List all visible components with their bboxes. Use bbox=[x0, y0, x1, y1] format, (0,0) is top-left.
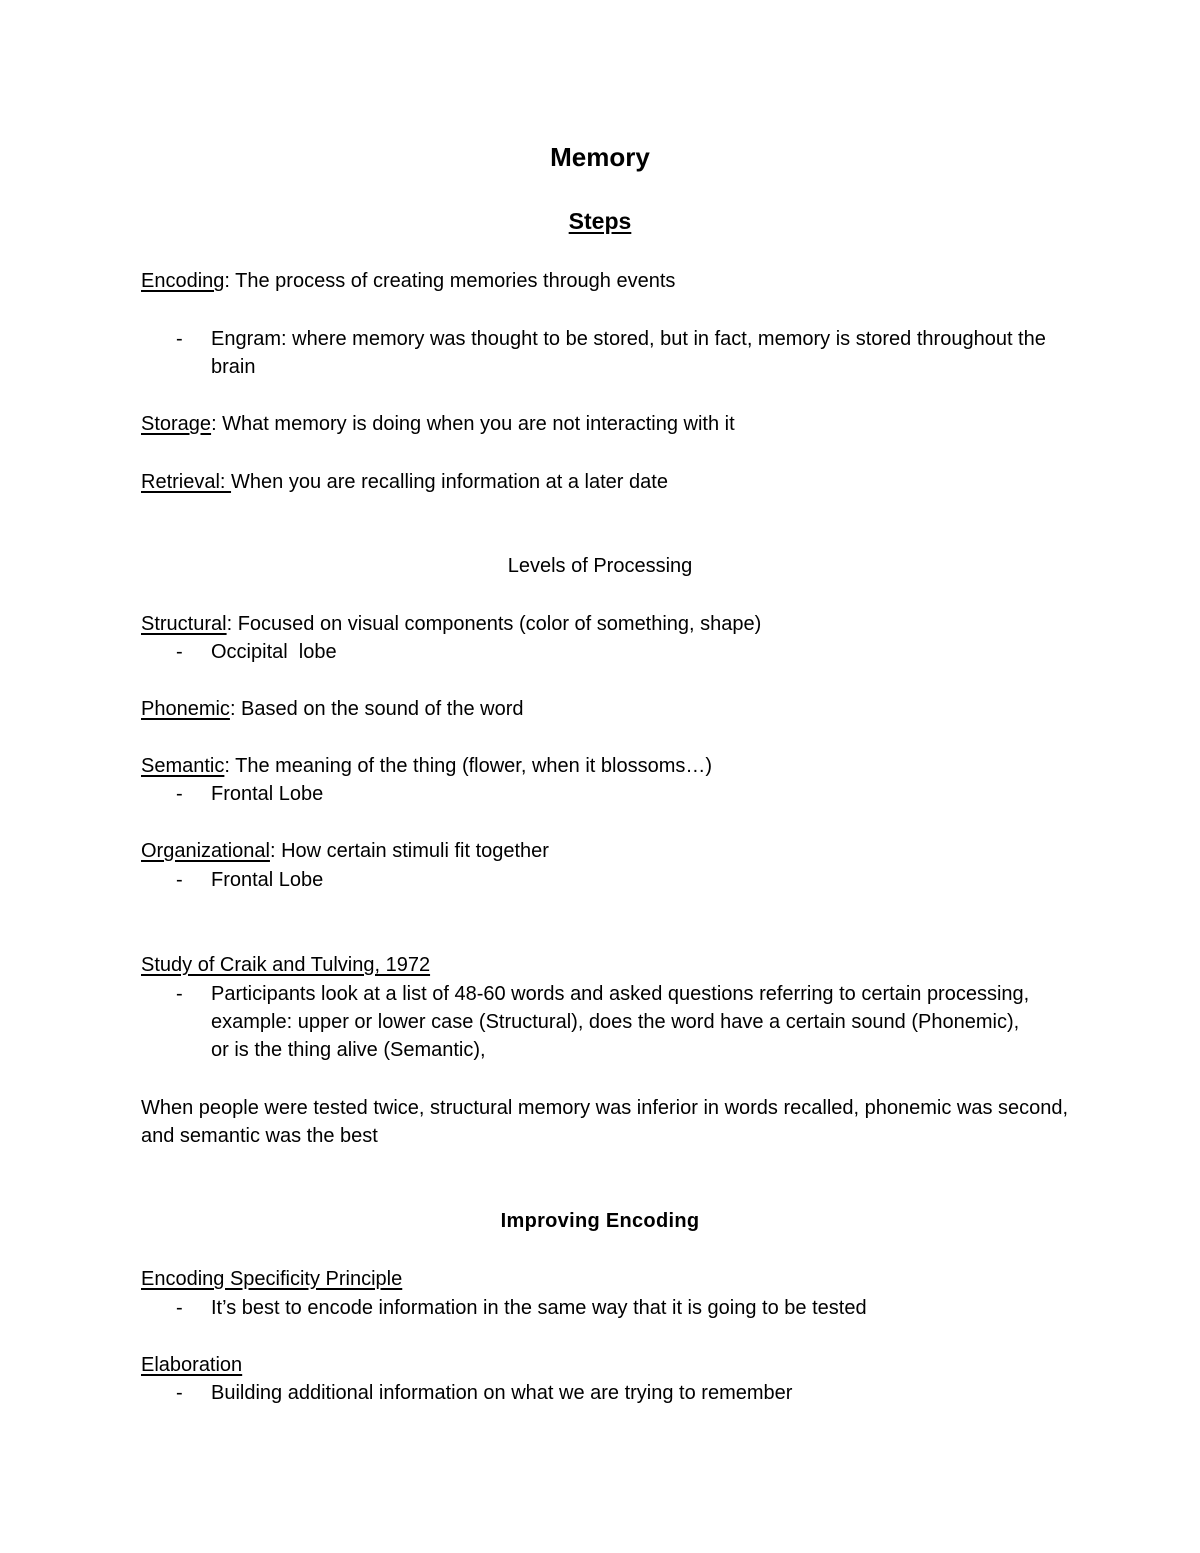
retrieval-term: Retrieval: bbox=[141, 471, 232, 493]
retrieval-text: When you are recalling information at a later date bbox=[231, 471, 668, 493]
specificity-heading bbox=[141, 1265, 1070, 1293]
bullet-dash: - bbox=[176, 783, 183, 805]
encoding-text: : The process of creating memories through events bbox=[224, 270, 676, 292]
study-heading bbox=[141, 951, 1070, 979]
bullet-dash: - bbox=[176, 641, 183, 663]
study-heading-text: Study of Craik and Tulving, 1972 bbox=[141, 954, 431, 976]
semantic-definition bbox=[141, 752, 1070, 780]
levels-heading: Levels of Processing bbox=[507, 555, 693, 577]
study-bullet bbox=[141, 980, 1030, 1064]
elaboration-bullet bbox=[141, 1379, 1070, 1407]
bullet-dash: - bbox=[176, 1297, 183, 1319]
semantic-text: : The meaning of the thing (flower, when it blossoms…) bbox=[224, 755, 713, 777]
specificity-bullet bbox=[141, 1294, 1070, 1322]
structural-bullet-text: Occipital lobe bbox=[211, 641, 337, 663]
structural-bullet bbox=[141, 638, 1070, 666]
storage-text: : What memory is doing when you are not interacting with it bbox=[211, 413, 735, 435]
results-paragraph: When people were tested twice, structural memory was inferior in words recalled, phonemic was second, and semantic was the best bbox=[141, 1097, 1069, 1147]
phonemic-definition bbox=[141, 695, 1070, 723]
organizational-term: Organizational bbox=[141, 840, 270, 862]
phonemic-term: Phonemic bbox=[141, 698, 230, 720]
storage-definition bbox=[141, 410, 1070, 438]
bullet-dash: - bbox=[176, 328, 183, 350]
encoding-term: Encoding bbox=[141, 270, 225, 292]
steps-heading bbox=[0, 206, 1200, 236]
study-bullet-text: Participants look at a list of 48-60 words and asked questions referring to certain processing, example: upper or lower case (Structural), does the word have a certain sound (Phonemic), or is the thing alive (Semantic), bbox=[211, 983, 1030, 1061]
bullet-dash: - bbox=[176, 869, 183, 891]
organizational-definition bbox=[141, 837, 1070, 865]
storage-term: Storage bbox=[141, 413, 212, 435]
specificity-heading-text: Encoding Specificity Principle bbox=[141, 1268, 403, 1290]
improving-encoding-heading: Improving Encoding bbox=[500, 1210, 700, 1232]
retrieval-definition bbox=[141, 468, 1070, 496]
organizational-bullet-text: Frontal Lobe bbox=[211, 869, 324, 891]
elaboration-bullet-text: Building additional information on what we are trying to remember bbox=[211, 1382, 793, 1404]
structural-term: Structural bbox=[141, 613, 227, 635]
encoding-bullet bbox=[141, 325, 1070, 381]
specificity-bullet-text: It’s best to encode information in the same way that it is going to be tested bbox=[211, 1297, 867, 1319]
organizational-bullet bbox=[141, 866, 1070, 894]
steps-heading-text: Steps bbox=[568, 208, 632, 234]
elaboration-heading bbox=[141, 1351, 1070, 1379]
semantic-bullet-text: Frontal Lobe bbox=[211, 783, 324, 805]
encoding-bullet-text: Engram: where memory was thought to be stored, but in fact, memory is stored throughout the brain bbox=[211, 328, 1046, 378]
organizational-text: : How certain stimuli fit together bbox=[269, 840, 549, 862]
semantic-bullet bbox=[141, 780, 1070, 808]
bullet-dash: - bbox=[176, 983, 183, 1005]
phonemic-text: : Based on the sound of the word bbox=[229, 698, 524, 720]
bullet-dash: - bbox=[176, 1382, 183, 1404]
structural-text: : Focused on visual components (color of something, shape) bbox=[226, 613, 762, 635]
semantic-term: Semantic bbox=[141, 755, 225, 777]
encoding-definition bbox=[141, 267, 1070, 295]
structural-definition bbox=[141, 610, 1070, 638]
elaboration-heading-text: Elaboration bbox=[141, 1354, 243, 1376]
document-title: Memory bbox=[550, 142, 650, 172]
